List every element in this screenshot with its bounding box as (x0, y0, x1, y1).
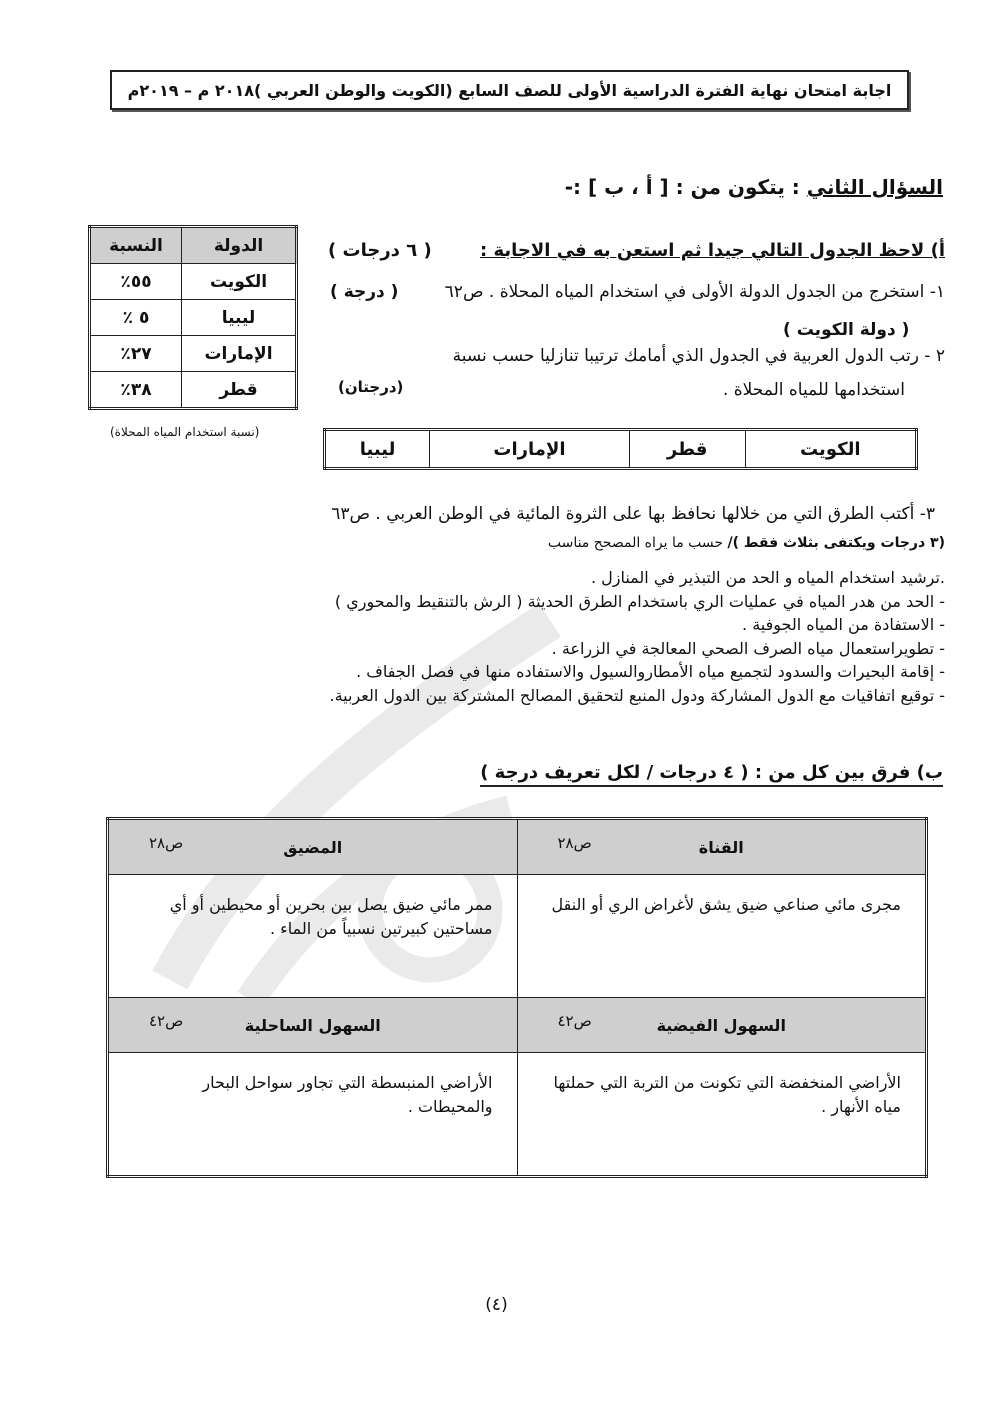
question-3-marks-line (548, 535, 945, 551)
question-3-note: حسب ما يراه المصحح مناسب (547, 535, 724, 551)
table-row (90, 264, 297, 300)
country-cell: الإمارات (182, 336, 297, 372)
term-header-cell (108, 998, 518, 1053)
part-b-instruction: ب) فرق بين كل من : (754, 762, 943, 783)
table-row (108, 875, 927, 998)
part-a-instruction: أ) لاحظ الجدول التالي جيدا ثم استعن به في الاجابة : (479, 240, 945, 261)
table-row (90, 372, 297, 409)
list-item: .ترشيد استخدام المياه و الحد من التبذير في المنازل . (590, 568, 945, 587)
term-name: المضيق (283, 838, 343, 857)
list-item: - الاستفادة من المياه الجوفية . (742, 615, 945, 634)
exam-header (110, 70, 909, 110)
question-1-answer: ( دولة الكويت ) (783, 320, 910, 340)
header-country: النسبة (90, 227, 182, 264)
question-2-marks: (درجتان) (338, 378, 404, 396)
question-label: السؤال الثاني (806, 175, 943, 199)
table-row (108, 1053, 927, 1177)
table-header-row (90, 227, 297, 264)
page-number: (٤) (485, 1295, 508, 1315)
question-3: ٣- أكتب الطرق التي من خلالها نحافظ بها على الثروة المائية في الوطن العربي . ص٦٣ (331, 504, 935, 524)
page-reference: ص٤٢ (557, 1012, 592, 1030)
page-reference: ص٢٨ (557, 834, 592, 852)
question-1-marks: ( درجة ) (330, 282, 399, 302)
list-item: - الحد من هدر المياه في عمليات الري باستخدام الطرق الحديثة ( الرش بالتنقيط والمحوري ) (334, 591, 945, 611)
country-cell: الكويت (182, 264, 297, 300)
question-3-marks: (٣ درجات ويكتفى بثلاث فقط )/ (727, 535, 945, 551)
table-row (108, 998, 927, 1053)
question-1-text: ١- استخرج من الجدول الدولة الأولى في استخدام المياه المحلاة . ص٦٢ (444, 282, 945, 302)
table-row (108, 819, 927, 875)
list-item: - تطويراستعمال مياه الصرف الصحي المعالجة في الزراعة . (551, 638, 945, 658)
table-row (90, 336, 297, 372)
definition-cell: مجرى مائي صناعي ضيق يشق لأغراض الري أو النقل (517, 875, 927, 998)
water-conservation-methods (185, 566, 945, 707)
question-2-line-1: ٢ - رتب الدول العربية في الجدول الذي أمامك ترتيبا تنازليا حسب نسبة (452, 346, 945, 366)
page-reference: ص٤٢ (149, 1012, 184, 1030)
country-cell: ليبيا (182, 300, 297, 336)
term-name: السهول الفيضية (656, 1016, 786, 1035)
part-b-title (480, 762, 943, 787)
rank-1-cell: الكويت (745, 430, 916, 469)
header-percentage: الدولة (182, 227, 297, 264)
part-a-marks: ( ٦ درجات ) (328, 240, 432, 261)
definition-cell: الأراضي المنبسطة التي تجاور سواحل البحار والمحيطات . (108, 1053, 518, 1177)
term-name: السهول الساحلية (244, 1016, 381, 1035)
header-text: اجابة امتحان نهاية الفترة الدراسية الأولى للصف السابع (الكويت والوطن العربي )٢٠١٨ م – ٢٠١٩م (127, 80, 892, 100)
list-item: - إقامة البحيرات والسدود لتجميع مياه الأمطاروالسيول والاستفاده منها في فصل الجفاف . (356, 662, 945, 681)
definitions-table (106, 817, 928, 1178)
ranking-answer-table (323, 428, 918, 470)
percentage-cell: ٥٥٪ (90, 264, 182, 300)
percentage-cell: ٢٧٪ (90, 336, 182, 372)
percentage-cell: ٥ ٪ (90, 300, 182, 336)
rank-2-cell: قطر (629, 430, 745, 469)
question-title (565, 175, 943, 199)
country-cell: قطر (182, 372, 297, 409)
definition-cell: الأراضي المنخفضة التي تكونت من التربة التي حملتها مياه الأنهار . (517, 1053, 927, 1177)
percentage-cell: ٣٨٪ (90, 372, 182, 409)
rank-3-cell: الإمارات (430, 430, 630, 469)
table-caption: (نسبة استخدام المياه المحلاة) (110, 425, 260, 439)
page-reference: ص٢٨ (149, 834, 184, 852)
country-percentage-table (88, 225, 298, 410)
question-1 (445, 282, 945, 302)
list-item: - توقيع اتفاقيات مع الدول المشاركة ودول المنبع لتحقيق المصالح المشتركة بين الدول العربية. (329, 685, 945, 705)
part-b-marks: ( ٤ درجات / لكل تعريف درجة ) (480, 762, 749, 783)
question-composition: : يتكون من : [ أ ، ب ] :- (564, 175, 800, 199)
term-header-cell (108, 819, 518, 875)
ranking-row (325, 430, 917, 469)
definition-cell: ممر مائي ضيق يصل بين بحرين أو محيطين أو أي مساحتين كبيرتين نسبياً من الماء . (108, 875, 518, 998)
term-name: القناة (698, 838, 744, 857)
part-a-title (480, 240, 945, 261)
rank-4-cell: ليبيا (325, 430, 430, 469)
question-2-line-2: استخدامها للمياه المحلاة . (722, 380, 905, 400)
table-row (90, 300, 297, 336)
term-header-cell (517, 998, 927, 1053)
term-header-cell (517, 819, 927, 875)
